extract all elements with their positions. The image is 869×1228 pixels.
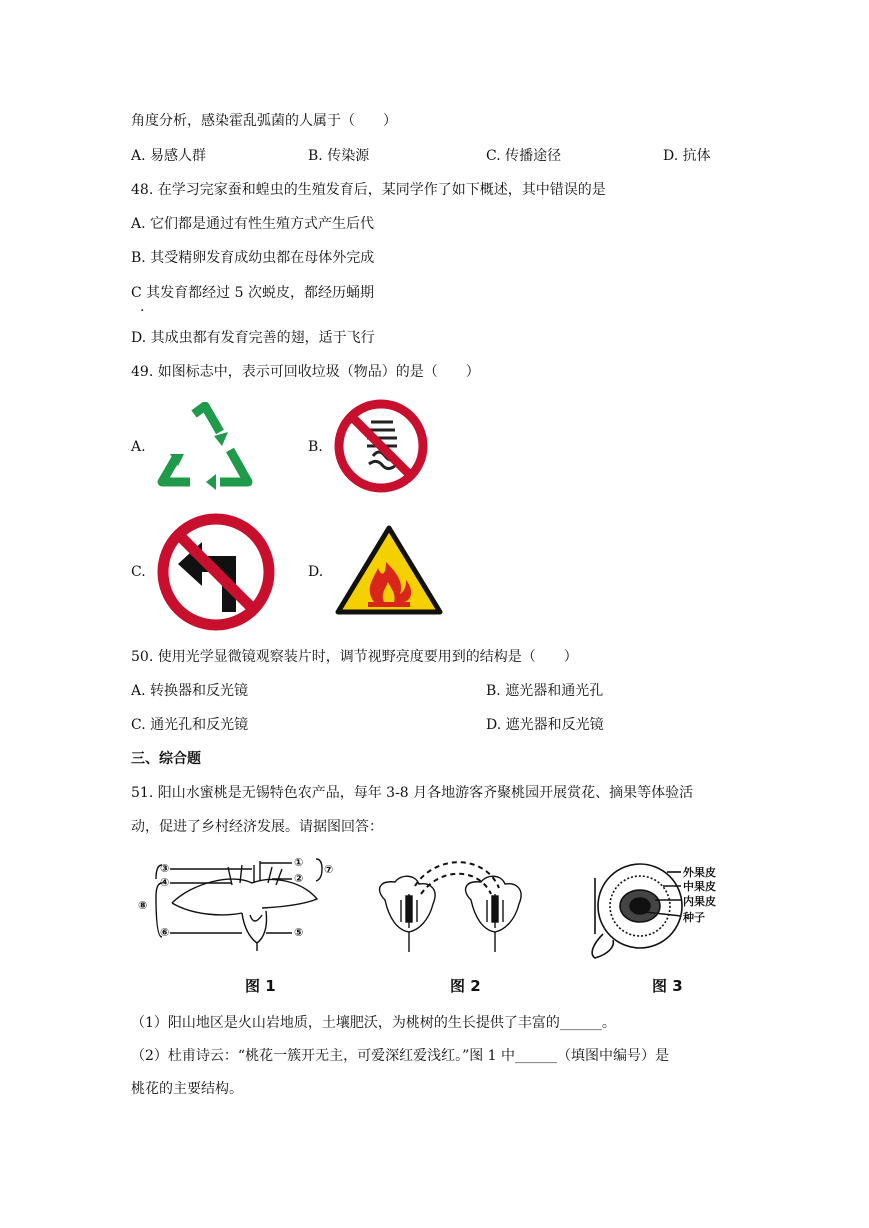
fig3-label-exocarp: 外果皮 — [683, 866, 716, 879]
figure-1-flower-diagram — [132, 853, 352, 957]
q48-stem: 48. 在学习完家蚕和蝗虫的生殖发育后，某同学作了如下概述，其中错误的是 — [131, 182, 606, 198]
q49-label-a: A. — [131, 439, 146, 455]
figure-1-caption: 图 1 — [245, 977, 276, 995]
q47-stem-tail: 角度分析，感染霍乱弧菌的人属于（ ） — [131, 113, 397, 129]
q49-stem: 49. 如图标志中，表示可回收垃圾（物品）的是（ ） — [131, 364, 480, 380]
q48-option-b: B. 其受精卵发育成幼虫都在母体外完成 — [131, 250, 375, 266]
q50-option-d: D. 遮光器和反光镜 — [486, 717, 604, 733]
figure-2-pollination-diagram — [375, 860, 550, 964]
fig1-label-3: ③ — [160, 862, 170, 875]
q49-label-b: B. — [308, 439, 323, 455]
figure-3-caption: 图 3 — [652, 977, 683, 995]
q50-stem: 50. 使用光学显微镜观察装片时，调节视野亮度要用到的结构是（ ） — [131, 649, 578, 665]
q48-option-c: C 其发育都经过 5 次蜕皮，都经历蛹期 — [131, 285, 374, 301]
q49-label-d: D. — [308, 564, 324, 580]
fig1-label-5: ⑤ — [294, 926, 304, 939]
fig1-label-6: ⑥ — [160, 926, 170, 939]
fig3-label-seed: 种子 — [683, 911, 705, 924]
fig1-label-4: ④ — [160, 876, 170, 889]
no-burning-icon — [333, 398, 429, 498]
q47-option-a: A. 易感人群 — [131, 148, 207, 164]
recycle-icon — [156, 402, 254, 496]
fig3-label-mesocarp: 中果皮 — [683, 880, 716, 893]
q51-subquestion-2-line1: （2）杜甫诗云：“桃花一簇开无主，可爱深红爱浅红。”图 1 中______（填图中编号）是 — [131, 1048, 670, 1064]
q50-option-a: A. 转换器和反光镜 — [131, 683, 249, 699]
q49-label-c: C. — [131, 564, 146, 580]
figure-3-fruit-diagram — [585, 858, 735, 972]
section-heading: 三、综合题 — [131, 751, 201, 767]
q51-subquestion-1: （1）阳山地区是火山岩地质，土壤肥沃，为桃树的生长提供了丰富的______。 — [131, 1015, 616, 1031]
q51-paragraph-line2: 动，促进了乡村经济发展。请据图回答： — [131, 819, 383, 835]
q47-option-c: C. 传播途径 — [486, 148, 562, 164]
flammable-warning-icon — [334, 522, 444, 622]
q48-option-a: A. 它们都是通过有性生殖方式产生后代 — [131, 216, 375, 232]
fig1-label-8: ⑧ — [138, 899, 148, 912]
q47-option-d: D. 抗体 — [663, 148, 711, 164]
fig1-label-2: ② — [294, 872, 304, 885]
q48-option-d: D. 其成虫都有发育完善的翅，适于飞行 — [131, 330, 375, 346]
q51-subquestion-2-line2: 桃花的主要结构。 — [131, 1081, 243, 1097]
q47-option-b: B. 传染源 — [308, 148, 370, 164]
fig1-label-1: ① — [294, 856, 304, 869]
fig1-label-7: ⑦ — [324, 863, 334, 876]
q48-option-c-dot: · — [140, 303, 145, 319]
q50-option-c: C. 通光孔和反光镜 — [131, 717, 249, 733]
no-left-turn-icon — [156, 512, 276, 636]
q50-option-b: B. 遮光器和通光孔 — [486, 683, 604, 699]
q51-paragraph-line1: 51. 阳山水蜜桃是无锡特色农产品，每年 3-8 月各地游客齐聚桃园开展赏花、摘果等体验活 — [131, 785, 694, 801]
fig3-label-endocarp: 内果皮 — [683, 895, 716, 908]
figure-2-caption: 图 2 — [450, 977, 481, 995]
